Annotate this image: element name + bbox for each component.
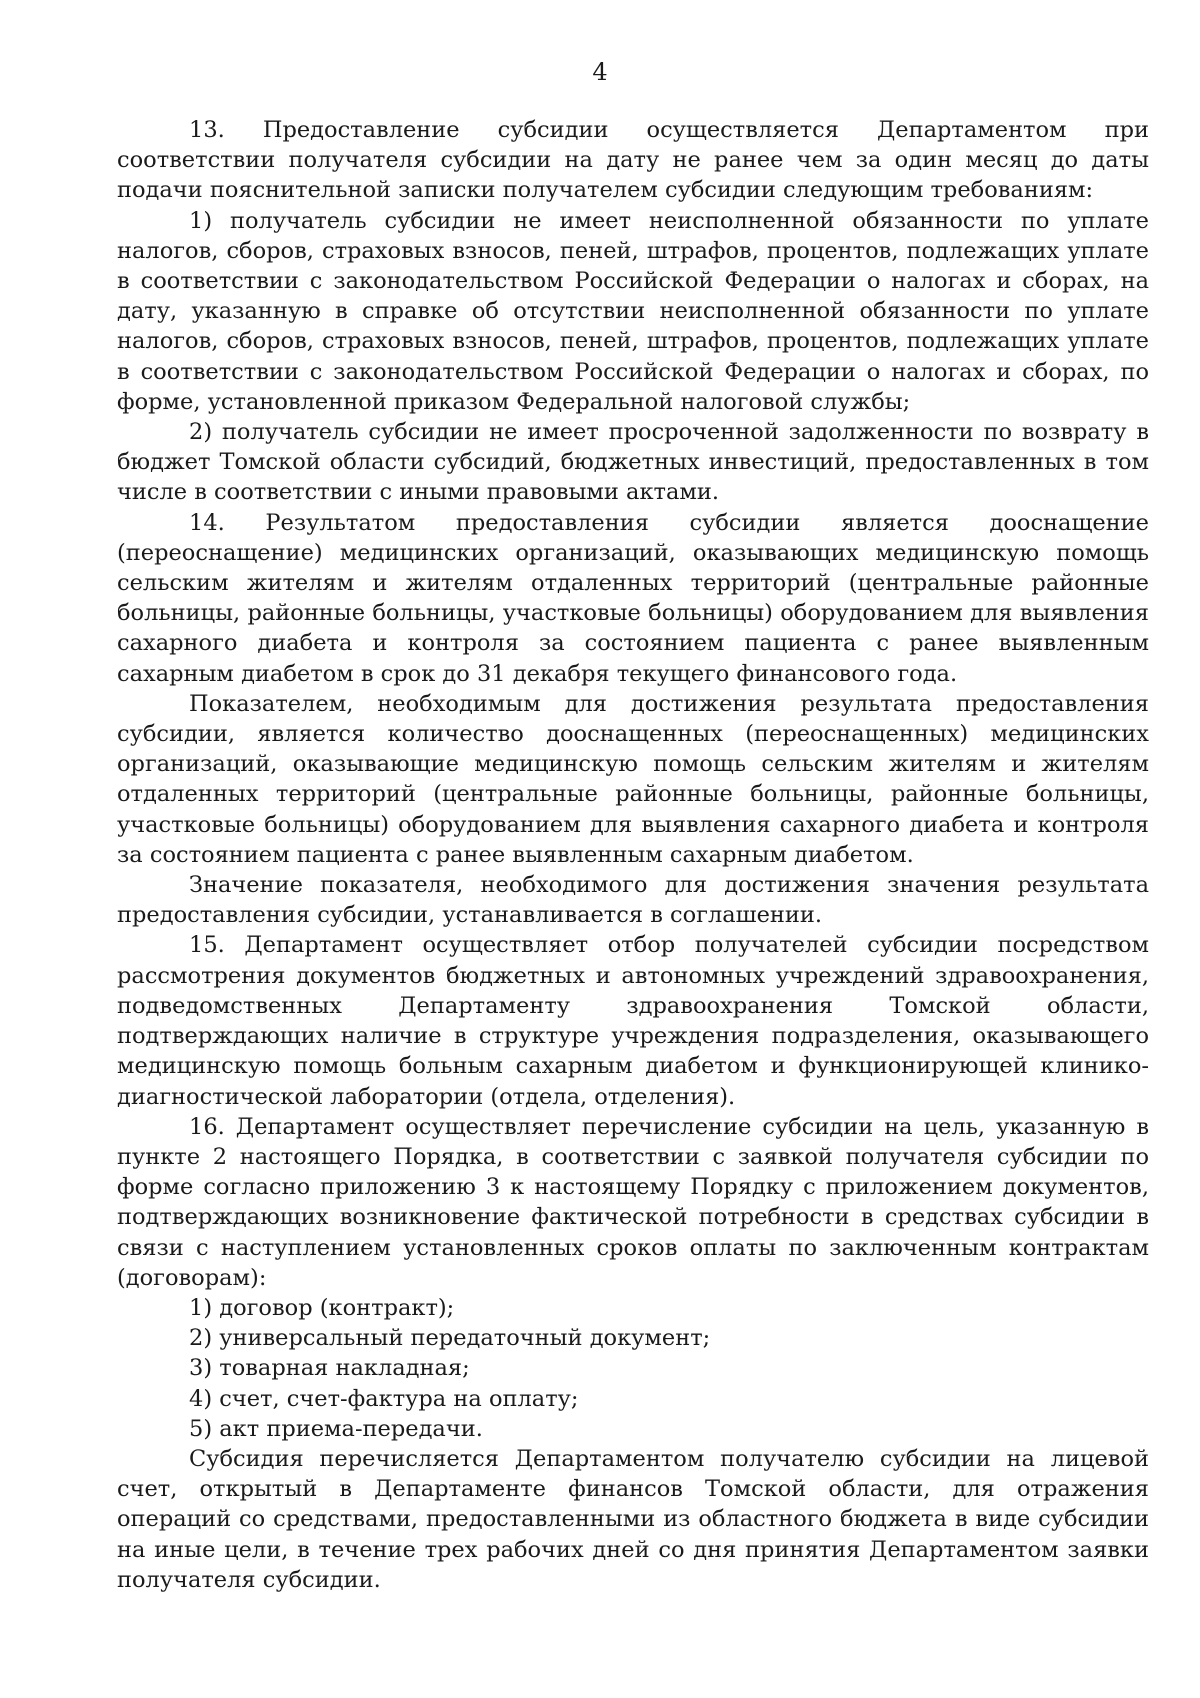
paragraph-13-item-2: 2) получатель субсидии не имеет просроченной задолженности по возврату в бюджет Томской области субсидий, бюджетных инвестиций, предоставленных в том числе в соответствии с иными правовыми актами. [117, 419, 1149, 506]
paragraph-13-item-1: 1) получатель субсидии не имеет неисполненной обязанности по уплате налогов, сборов, страховых взносов, пеней, штрафов, процентов, подлежащих уплате в соответствии с законодательством Российской Федерации о налогах и сборах, на дату, указанную в справке об отсутствии неисполненной обязанности по уплате налогов, сборов, страховых взносов, пеней, штрафов, процентов, подлежащих уплате в соответствии с законодательством Российской Федерации о налогах и сборах, по форме, установленной приказом Федеральной налоговой службы; [117, 207, 1149, 415]
paragraph-15: 15. Департамент осуществляет отбор получателей субсидии посредством рассмотрения документов бюджетных и автономных учреждений здравоохранения, подведомственных Департаменту здравоохранения Томской области, подтверждающих наличие в структуре учреждения подразделения, оказывающего медицинскую помощь больным сахарным диабетом и функционирующей клинико-диагностической лаборатории (отдела, отделения). [117, 932, 1149, 1110]
paragraph-16-transfer: Субсидия перечисляется Департаментом получателю субсидии на лицевой счет, открытый в Департаменте финансов Томской области, для отражения операций со средствами, предоставленными из областного бюджета в виде субсидии на иные цели, в течение трех рабочих дней со дня принятия Департаментом заявки получателя субсидии. [117, 1445, 1149, 1593]
paragraph-13: 13. Предоставление субсидии осуществляется Департаментом при соответствии получателя субсидии на дату не ранее чем за один месяц до даты подачи пояснительной записки получателем субсидии следующим требованиям: [117, 117, 1149, 204]
paragraph-16-item-3: 3) товарная накладная; [189, 1355, 470, 1382]
paragraph-16-item-1: 1) договор (контракт); [189, 1294, 455, 1321]
paragraph-16: 16. Департамент осуществляет перечисление субсидии на цель, указанную в пункте 2 настоящего Порядка, в соответствии с заявкой получателя субсидии по форме согласно приложению 3 к настоящему Порядку с приложением документов, подтверждающих возникновение фактической потребности в средствах субсидии в связи с наступлением установленных сроков оплаты по заключенным контрактам (договорам): [117, 1113, 1149, 1291]
page-number: 4 [592, 58, 608, 86]
paragraph-14: 14. Результатом предоставления субсидии является дооснащение (переоснащение) медицинских организаций, оказывающих медицинскую помощь сельским жителям и жителям отдаленных территорий (центральные районные больницы, районные больницы, участковые больницы) оборудованием для выявления сахарного диабета и контроля за состоянием пациента с ранее выявленным сахарным диабетом в срок до 31 декабря текущего финансового года. [117, 509, 1149, 687]
paragraph-14-indicator-value: Значение показателя, необходимого для достижения значения результата предоставления субсидии, устанавливается в соглашении. [117, 872, 1149, 929]
paragraph-14-indicator: Показателем, необходимым для достижения результата предоставления субсидии, является количество дооснащенных (переоснащенных) медицинских организаций, оказывающие медицинскую помощь сельским жителям и жителям отдаленных территорий (центральные районные больницы, районные больницы, участковые больницы) оборудованием для выявления сахарного диабета и контроля за состоянием пациента с ранее выявленным сахарным диабетом. [117, 690, 1149, 868]
paragraph-16-item-2: 2) универсальный передаточный документ; [189, 1325, 711, 1352]
paragraph-16-item-4: 4) счет, счет-фактура на оплату; [189, 1385, 579, 1412]
document-body [117, 115, 1149, 1595]
paragraph-16-item-5: 5) акт приема-передачи. [189, 1415, 483, 1442]
